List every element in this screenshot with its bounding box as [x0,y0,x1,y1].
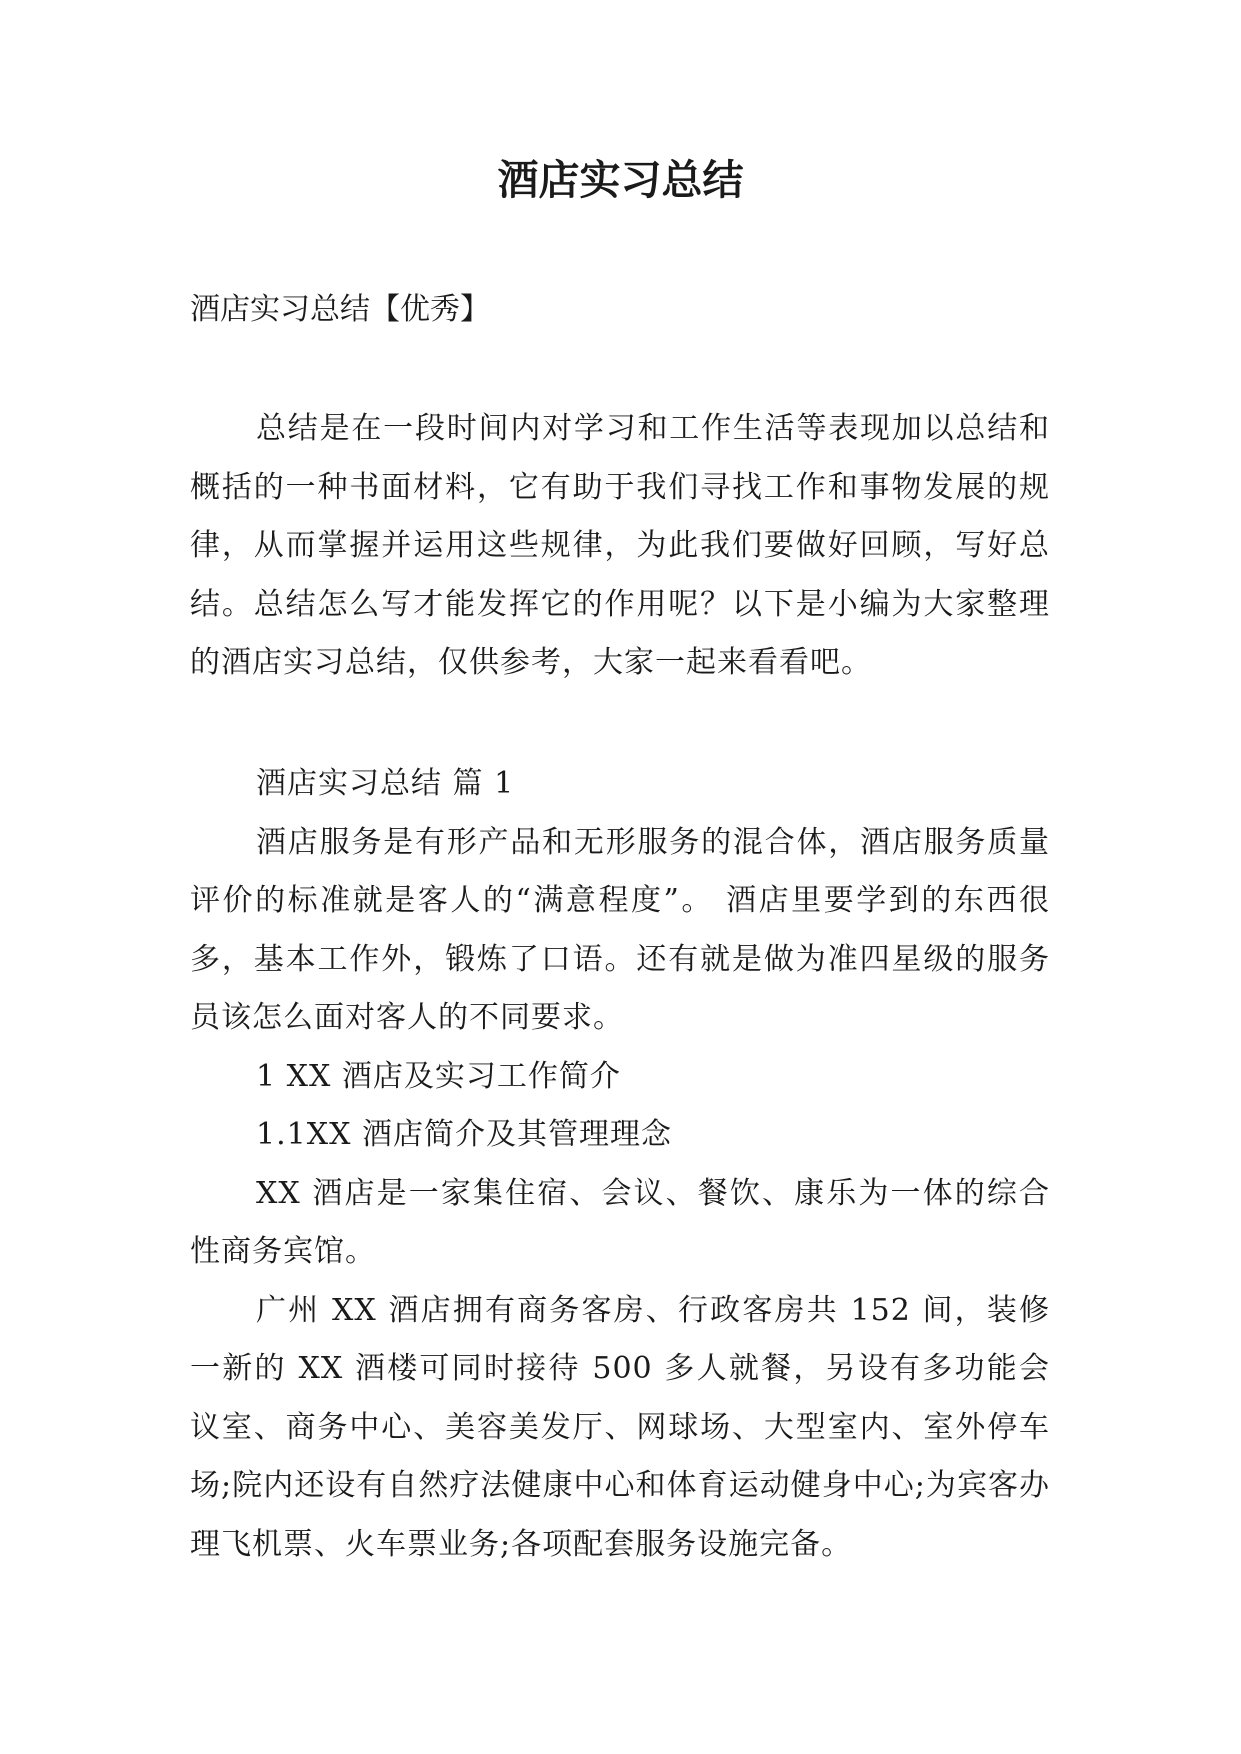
section-heading: 酒店实习总结 篇 1 [256,766,515,801]
document-subtitle: 酒店实习总结【优秀】 [190,292,490,327]
body-paragraph: 广州 XX 酒店拥有商务客房、行政客房共 152 间，装修一新的 XX 酒楼可同时接待 500 多人就餐，另设有多功能会议室、商务中心、美容美发厅、网球场、大型室内、室外停车场;院内还设有自然疗法健康中心和体育运动健身中心;为宾客办理飞机票、火车票业务;各项配套服务设施完备。 [190,1292,1050,1562]
intro-section [190,400,1050,693]
section-heading: 1 XX 酒店及实习工作简介 [256,1058,621,1094]
body-paragraph: 酒店服务是有形产品和无形服务的混合体，酒店服务质量评价的标准就是客人的“满意程度”。 酒店里要学到的东西很多，基本工作外，锻炼了口语。还有就是做为准四星级的服务员该怎么面对客人的不同要求。 [190,824,1050,1035]
intro-paragraph: 总结是在一段时间内对学习和工作生活等表现加以总结和概括的一种书面材料，它有助于我们寻找工作和事物发展的规律，从而掌握并运用这些规律，为此我们要做好回顾，写好总结。总结怎么写才能发挥它的作用呢？以下是小编为大家整理的酒店实习总结，仅供参考，大家一起来看看吧。 [190,411,1050,680]
body-section [190,755,1050,1574]
document-title: 酒店实习总结 [497,156,744,204]
body-paragraph: XX 酒店是一家集住宿、会议、餐饮、康乐为一体的综合性商务宾馆。 [190,1175,1050,1269]
section-heading: 1.1XX 酒店简介及其管理理念 [256,1117,672,1152]
